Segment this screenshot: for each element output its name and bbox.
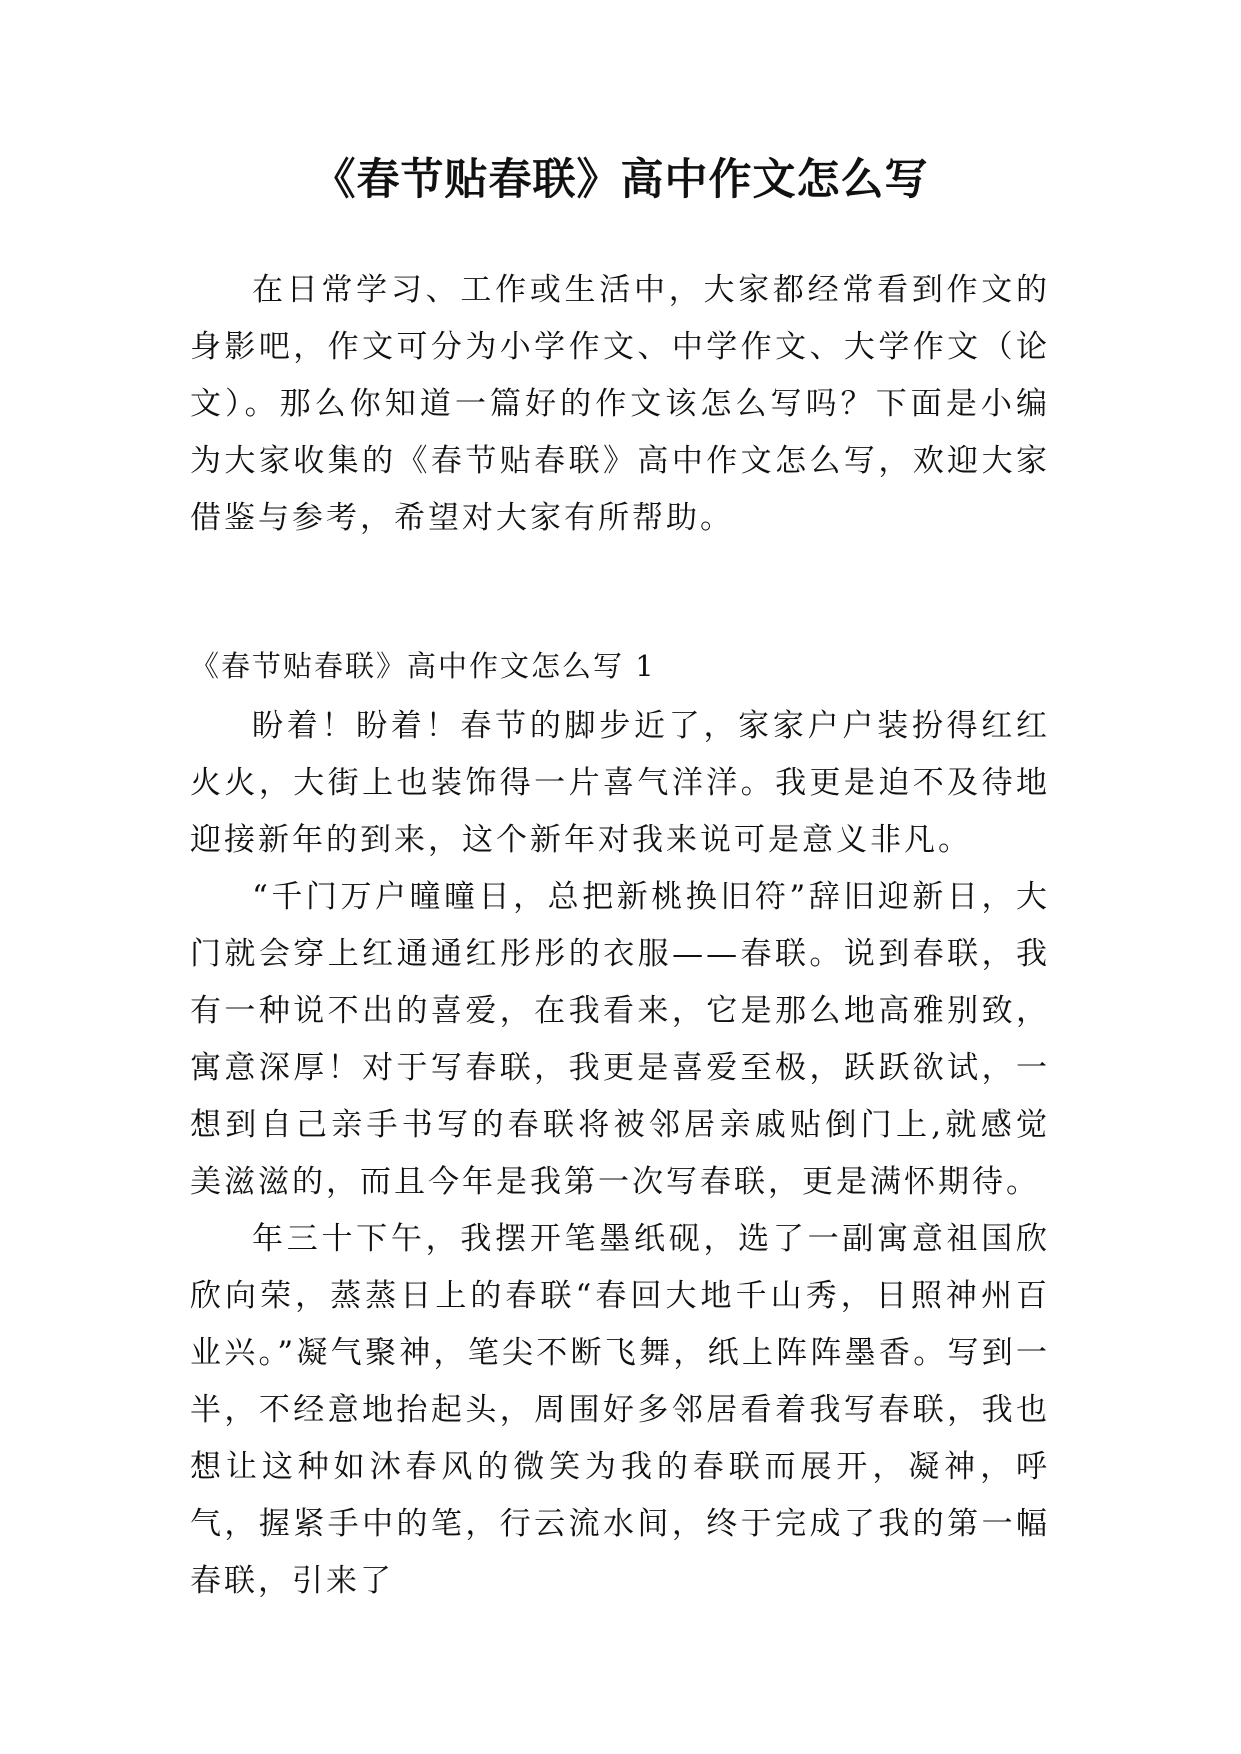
section-heading: 《春节贴春联》高中作文怎么写 1 <box>190 649 656 683</box>
intro-block <box>190 262 1050 547</box>
document-title: 《春节贴春联》高中作文怎么写 <box>312 155 929 205</box>
essay-body <box>190 698 1050 1610</box>
essay-paragraph-3: 年三十下午，我摆开笔墨纸砚，选了一副寓意祖国欣欣向荣，蒸蒸日上的春联“春回大地千山秀，日照神州百业兴。”凝气聚神，笔尖不断飞舞，纸上阵阵墨香。写到一半，不经意地抬起头，周围好多邻居看着我写春联，我也想让这种如沐春风的微笑为我的春联而展开，凝神，呼气，握紧手中的笔，行云流水间，终于完成了我的第一幅春联，引来了 <box>190 1221 1050 1599</box>
essay-paragraph-2: “千门万户曈曈日，总把新桃换旧符”辞旧迎新日，大门就会穿上红通通红彤彤的衣服——春联。说到春联，我有一种说不出的喜爱，在我看来，它是那么地高雅别致，寓意深厚！对于写春联，我更是喜爱至极，跃跃欲试，一想到自己亲手书写的春联将被邻居亲戚贴倒门上,就感觉美滋滋的，而且今年是我第一次写春联，更是满怀期待。 <box>190 879 1050 1200</box>
essay-paragraph-1: 盼着！盼着！春节的脚步近了，家家户户装扮得红红火火，大街上也装饰得一片喜气洋洋。我更是迫不及待地迎接新年的到来，这个新年对我来说可是意义非凡。 <box>190 708 1050 858</box>
intro-paragraph: 在日常学习、工作或生活中，大家都经常看到作文的身影吧，作文可分为小学作文、中学作文、大学作文（论文）。那么你知道一篇好的作文该怎么写吗？下面是小编为大家收集的《春节贴春联》高中作文怎么写，欢迎大家借鉴与参考，希望对大家有所帮助。 <box>190 272 1050 536</box>
